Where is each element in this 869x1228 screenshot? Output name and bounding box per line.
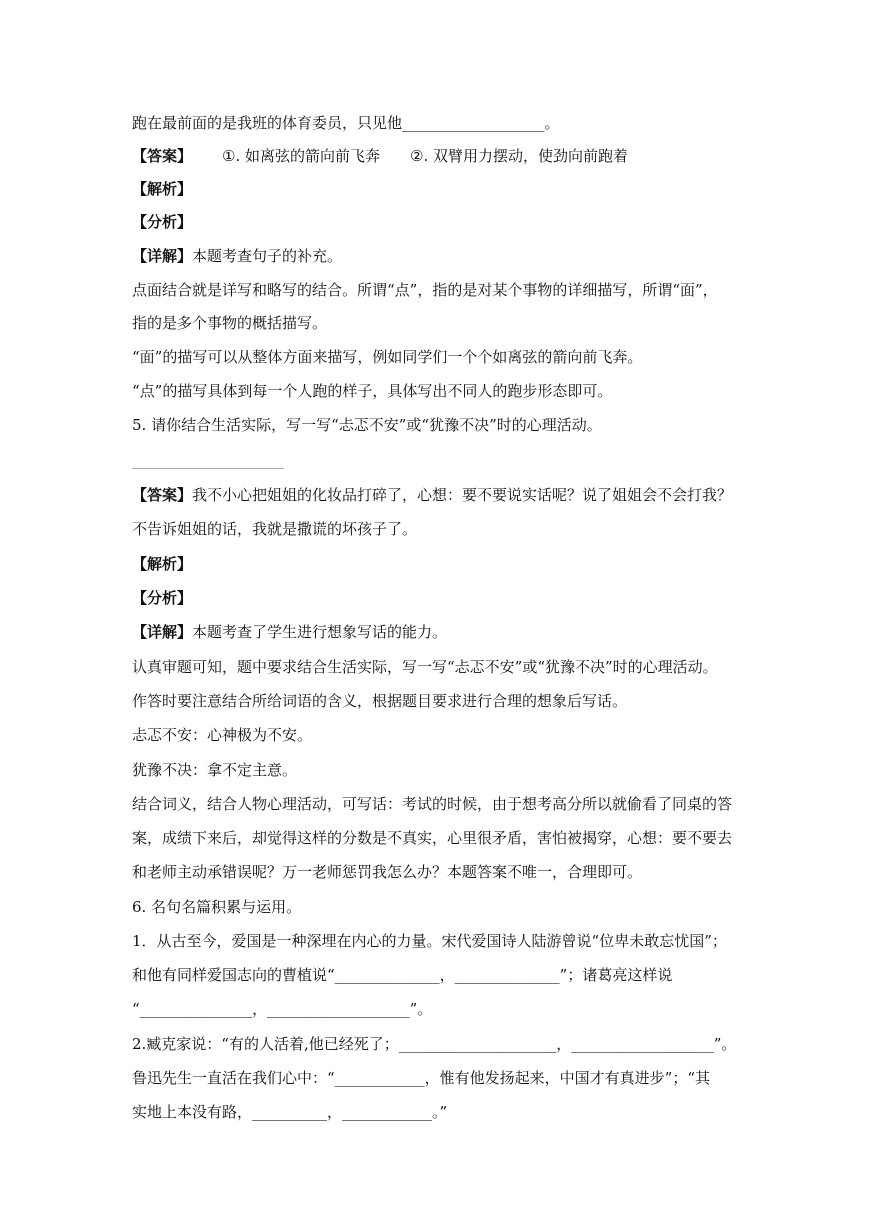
text-line: 和他有同样爱国志向的曹植说“______________，______________”；诸葛亮这样说 xyxy=(132,966,673,984)
answer-option-2: ②. 双臂用力摆动，使劲向前跑着 xyxy=(410,147,628,165)
text-line: 跑在最前面的是我班的体育委员，只见他___________________。 xyxy=(132,114,560,132)
text-line: 点面结合就是详写和略写的结合。所谓“点”，指的是对某个事物的详细描写，所谓“面”， xyxy=(132,281,718,299)
analysis-label: 【分析】 xyxy=(132,213,193,231)
text-line: 作答时要注意结合所给词语的含义，根据题目要求进行合理的想象后写话。 xyxy=(132,692,628,710)
text-line: 认真审题可知，题中要求结合生活实际，写一写“忐忑不安”或“犹豫不决”时的心理活动。 xyxy=(132,658,718,676)
text-line: 指的是多个事物的概括描写。 xyxy=(132,314,328,332)
text-line: “点”的描写具体到每一个人跑的样子，具体写出不同人的跑步形态即可。 xyxy=(132,382,613,400)
answer-text: 我不小心把姐姐的化妆品打碎了，心想：要不要说实话呢？说了姐姐会不会打我？ xyxy=(192,486,733,504)
text-line: 实地上本没有路，__________，____________。” xyxy=(132,1103,448,1121)
analysis-label: 【分析】 xyxy=(132,589,193,607)
text-line: 案，成绩下来后，却觉得这样的分数是不真实，心里很矛盾，害怕被揭穿，心想：要不要去 xyxy=(132,829,733,847)
detail-label: 【详解】 xyxy=(132,623,193,641)
text-line: “_______________，___________________”。 xyxy=(132,1000,433,1018)
text-line: 鲁迅先生一直活在我们心中：“____________，惟有他发扬起来，中国才有真进步”；“其 xyxy=(132,1069,711,1087)
text-line: 犹豫不决：拿不定主意。 xyxy=(132,761,298,779)
text-line: “面”的描写可以从整体方面来描写，例如同学们一个个如离弦的箭向前飞奔。 xyxy=(132,348,643,366)
answer-label: 【答案】 xyxy=(132,486,193,504)
answer-blank-line xyxy=(132,468,284,469)
answer-line xyxy=(132,146,628,166)
text-line: 结合词义，结合人物心理活动，可写话：考试的时候，由于想考高分所以就偷看了同桌的答 xyxy=(132,795,733,813)
answer-option-1: ①. 如离弦的箭向前飞奔 xyxy=(222,147,380,165)
answer-line xyxy=(132,485,732,505)
question-5: 5. 请你结合生活实际，写一写“忐忑不安”或“犹豫不决”时的心理活动。 xyxy=(132,416,602,434)
detail-text: 本题考查句子的补充。 xyxy=(192,247,343,265)
detail-text: 本题考查了学生进行想象写话的能力。 xyxy=(192,623,448,641)
text-line: 不告诉姐姐的话，我就是撒谎的坏孩子了。 xyxy=(132,520,418,538)
detail-label: 【详解】 xyxy=(132,247,193,265)
detail-line xyxy=(132,622,447,642)
analysis-label: 【解析】 xyxy=(132,555,193,573)
answer-label: 【答案】 xyxy=(132,147,193,165)
analysis-label: 【解析】 xyxy=(132,180,193,198)
text-line: 和老师主动承错误呢？万一老师惩罚我怎么办？本题答案不唯一，合理即可。 xyxy=(132,863,643,881)
detail-line xyxy=(132,246,342,266)
text-line: 忐忑不安：心神极为不安。 xyxy=(132,726,313,744)
question-6: 6. 名句名篇积累与运用。 xyxy=(132,898,302,916)
text-line: 2.臧克家说：“有的人活着,他已经死了；_____________________，___________________”。 xyxy=(132,1035,737,1053)
text-line: 1．从古至今，爱国是一种深埋在内心的力量。宋代爱国诗人陆游曾说“位卑未敢忘忧国”； xyxy=(132,932,727,950)
